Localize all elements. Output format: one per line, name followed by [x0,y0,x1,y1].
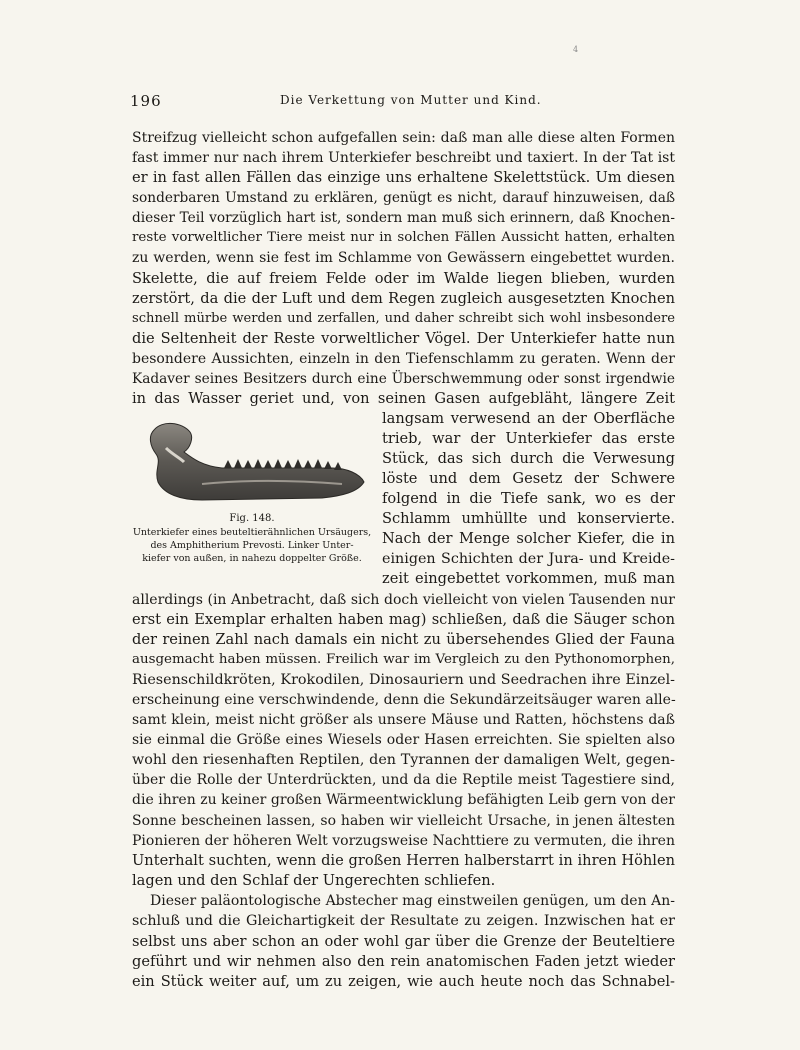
text-line: zu werden, wenn sie fest im Schlamme von Gewässern eingebettet wurden. [132,250,675,266]
text-line: über die Rolle der Unterdrückten, und da die Reptile meist Tagestiere sind, [132,772,675,788]
text-line: zerstört, da die der Luft und dem Regen zugleich ausgesetzten Knochen [132,290,675,307]
text-line: wohl den riesenhaften Reptilen, den Tyrannen der damaligen Welt, gegen- [132,752,675,768]
text-line: langsam verwesend an der Oberfläche [382,410,675,427]
text-line: Pionieren der höheren Welt vorzugsweise Nachttiere zu vermuten, die ihren [132,833,675,849]
text-line: dieser Teil vorzüglich hart ist, sondern man muß sich erinnern, daß Knochen- [132,210,675,226]
text-line: Skelette, die auf freiem Felde oder im Walde liegen blieben, wurden [132,270,675,287]
text-line: er in fast allen Fällen das einzige uns erhaltene Skelettstück. Um diesen [132,169,675,186]
text-line: ein Stück weiter auf, um zu zeigen, wie auch heute noch das Schnabel- [132,973,675,990]
text-line: die Seltenheit der Reste vorweltlicher Vögel. Der Unterkiefer hatte nun [132,330,675,347]
running-title: Die Verkettung von Mutter und Kind. [280,93,542,107]
text-line: Unterhalt suchten, wenn die großen Herren halberstarrt in ihren Höhlen [132,852,675,869]
text-line: Streifzug vielleicht schon aufgefallen sein: daß man alle diese alten Formen [132,130,675,146]
text-line: Kadaver seines Besitzers durch eine Überschwemmung oder sonst irgendwie [132,371,675,387]
text-line: zeit eingebettet vorkommen, muß man [382,570,675,587]
page-number: 196 [130,92,162,110]
text-line: lagen und den Schlaf der Ungerechten schliefen. [132,872,496,889]
text-line: Riesenschildkröten, Krokodilen, Dinosauriern und Seedrachen ihre Einzel- [132,672,675,688]
fossil-jaw-illustration [132,418,372,508]
caption-line: kiefer von außen, in nahezu doppelter Größe. [142,553,362,564]
text-line: folgend in die Tiefe sank, wo es der [382,490,675,507]
text-line: schnell mürbe werden und zerfallen, und daher schreibt sich wohl insbesondere [132,311,675,326]
caption-line: des Amphitherium Prevosti. Linker Unter- [150,540,354,551]
text-line: der reinen Zahl nach damals ein nicht zu übersehendes Glied der Fauna [132,631,675,648]
text-line: Dieser paläontologische Abstecher mag einstweilen genügen, um den An- [150,893,675,909]
corner-mark: 4 [573,45,579,54]
text-line: Nach der Menge solcher Kiefer, die in [382,530,675,547]
text-line: einigen Schichten der Jura- und Kreide- [382,551,675,567]
text-line: sie einmal die Größe eines Wiesels oder Hasen erreichten. Sie spielten also [132,732,675,748]
text-line: allerdings (in Anbetracht, daß sich doch vielleicht von vielen Tausenden nur [132,592,675,608]
text-line: besondere Aussichten, einzeln in den Tiefenschlamm zu geraten. Wenn der [132,351,675,367]
text-line: Sonne bescheinen lassen, so haben wir vielleicht Ursache, in jenen ältesten [132,813,675,829]
text-line: selbst uns aber schon an oder wohl gar über die Grenze der Beuteltiere [132,933,675,950]
text-line: schluß und die Gleichartigkeit der Resultate zu zeigen. Inzwischen hat er [132,913,675,929]
text-line: Stück, das sich durch die Verwesung [382,450,675,467]
text-line: trieb, war der Unterkiefer das erste [382,430,675,447]
text-line: ausgemacht haben müssen. Freilich war im Vergleich zu den Pythonomorphen, [132,652,675,667]
text-line: samt klein, meist nicht größer als unsere Mäuse und Ratten, höchstens daß [132,712,675,728]
text-line: erscheinung eine verschwindende, denn die Sekundärzeitsäuger waren alle- [132,692,676,708]
text-line: sonderbaren Umstand zu erklären, genügt es nicht, darauf hinzuweisen, daß [132,190,675,206]
text-line: Schlamm umhüllte und konservierte. [382,510,675,527]
text-line: die ihren zu keiner großen Wärmeentwicklung befähigten Leib gern von der [132,792,675,808]
text-line: fast immer nur nach ihrem Unterkiefer beschreibt und taxiert. In der Tat ist [132,150,675,166]
text-line: in das Wasser geriet und, von seinen Gasen aufgebläht, längere Zeit [132,390,675,407]
caption-line: Unterkiefer eines beuteltierähnlichen Ursäugers, [132,527,372,538]
text-line: erst ein Exemplar erhalten haben mag) schließen, daß die Säuger schon [132,611,675,628]
text-line: löste und dem Gesetz der Schwere [382,470,675,487]
text-line: geführt und wir nehmen also den rein anatomischen Faden jetzt wieder [132,953,675,970]
figure-number: Fig. 148. [229,513,275,524]
figure-caption [132,512,372,565]
text-line: reste vorweltlicher Tiere meist nur in solchen Fällen Aussicht hatten, erhalten [132,230,675,245]
fossil-jaw-figure [132,418,372,508]
